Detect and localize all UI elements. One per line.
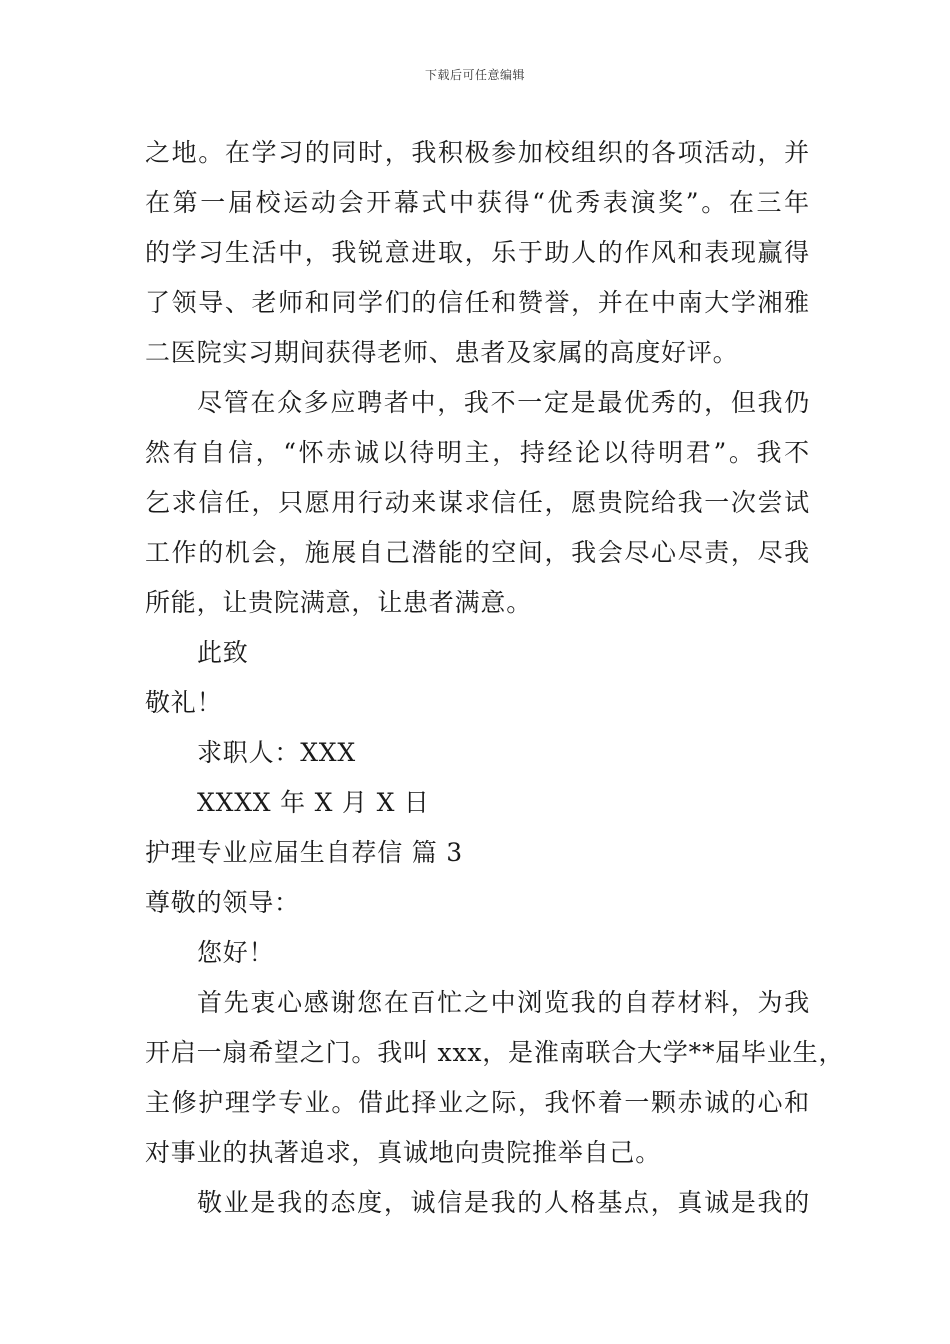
paragraph-line: 敬业是我的态度，诚信是我的人格基点，真诚是我的 <box>197 1188 810 1217</box>
paragraph-line: 主修护理学专业。借此择业之际，我怀着一颗赤诚的心和 <box>145 1088 810 1117</box>
paragraph-line: 所能，让贵院满意，让患者满意。 <box>145 588 533 617</box>
paragraph-line: 开启一扇希望之门。我叫 xxx，是淮南联合大学**届毕业生， <box>145 1038 845 1067</box>
closing-salutation: 此致 <box>197 638 249 667</box>
paragraph-line: 工作的机会，施展自己潜能的空间，我会尽心尽责，尽我 <box>145 538 810 567</box>
paragraph-line: 对事业的执著追求，真诚地向贵院推举自己。 <box>145 1138 662 1167</box>
paragraph-line: 乞求信任，只愿用行动来谋求信任，愿贵院给我一次尝试 <box>145 488 810 517</box>
section-title: 护理专业应届生自荐信 篇 3 <box>145 838 464 867</box>
paragraph-line: 尽管在众多应聘者中，我不一定是最优秀的，但我仍 <box>197 388 810 417</box>
closing-regards: 敬礼！ <box>145 688 223 717</box>
paragraph-line: 然有自信，“怀赤诚以待明主，持经论以待明君”。我不 <box>145 438 810 467</box>
paragraph-line: 之地。在学习的同时，我积极参加校组织的各项活动，并 <box>145 138 810 167</box>
greeting-recipient: 尊敬的领导： <box>145 888 300 917</box>
applicant-signature: 求职人：XXX <box>197 738 356 767</box>
greeting-hello: 您好！ <box>197 938 275 967</box>
signature-date: XXXX 年 X 月 X 日 <box>197 788 430 817</box>
document-body <box>145 128 845 1228</box>
paragraph-line: 了领导、老师和同学们的信任和赞誉，并在中南大学湘雅 <box>145 288 810 317</box>
paragraph-line: 首先衷心感谢您在百忙之中浏览我的自荐材料，为我 <box>197 988 810 1017</box>
page-header-note: 下载后可任意编辑 <box>424 68 525 82</box>
paragraph-line: 二医院实习期间获得老师、患者及家属的高度好评。 <box>145 338 739 367</box>
paragraph-line: 在第一届校运动会开幕式中获得“优秀表演奖”。在三年 <box>145 188 810 217</box>
paragraph-line: 的学习生活中，我锐意进取，乐于助人的作风和表现赢得 <box>145 238 810 267</box>
